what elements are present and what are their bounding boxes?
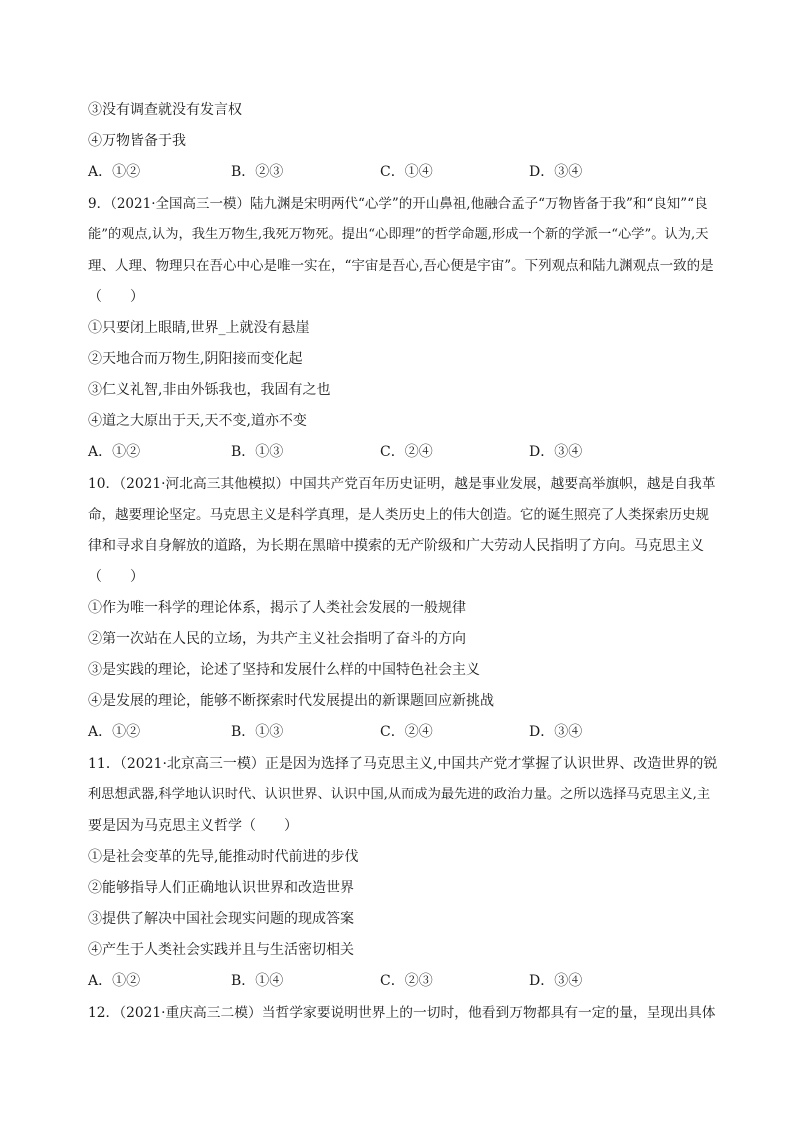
q10-option-d[interactable]: D．③④: [529, 724, 583, 740]
q9-item-4: ④道之大原出于天,天不变,道亦不变: [88, 413, 307, 429]
q10-option-c[interactable]: C．②④: [380, 724, 433, 740]
q10-item-4: ④是发展的理论，能够不断探索时代发展提出的新课题回应新挑战: [88, 693, 494, 709]
q10-stem-line-1: 10．（2021·河北高三其他模拟）中国共产党百年历史证明，越是事业发展，越要高举旗帜，越是自我革: [88, 476, 716, 492]
q9-item-1: ①只要闭上眼睛,世界_上就没有悬崖: [88, 320, 310, 336]
q9-option-c[interactable]: C．②④: [380, 444, 433, 460]
q8-item-4: ④万物皆备于我: [88, 133, 186, 149]
q12-stem-line-1: 12．（2021·重庆高三二模）当哲学家要说明世界上的一切时，他看到万物都具有一定的量，呈现出具体: [88, 1005, 716, 1021]
q11-option-a[interactable]: A．①②: [88, 973, 141, 989]
q9-item-2: ②天地合而万物生,阴阳接而变化起: [88, 351, 303, 367]
q8-option-b[interactable]: B．②③: [231, 164, 284, 180]
q8-option-d[interactable]: D．③④: [529, 164, 583, 180]
q9-option-b[interactable]: B．①③: [231, 444, 284, 460]
q10-answer-paren[interactable]: （ ）: [88, 569, 144, 585]
q11-option-b[interactable]: B．①④: [231, 973, 284, 989]
q9-stem-line-3: 理、人理、物理只在吾心中心是唯一实在，“宇宙是吾心,吾心便是宇宙”。下列观点和陆九渊观点一致的是: [88, 258, 714, 274]
q10-item-1: ①作为唯一科学的理论体系，揭示了人类社会发展的一般规律: [88, 600, 466, 616]
q10-option-a[interactable]: A．①②: [88, 724, 141, 740]
q8-option-a[interactable]: A．①②: [88, 164, 141, 180]
q8-option-c[interactable]: C．①④: [380, 164, 433, 180]
q11-item-2: ②能够指导人们正确地认识世界和改造世界: [88, 880, 354, 896]
q9-stem-line-1: 9．（2021·全国高三一模）陆九渊是宋明两代“心学”的开山鼻祖,他融合孟子“万物皆备于我”和“良知”“良: [88, 196, 708, 212]
q10-stem-line-2: 命，越要理论坚定。马克思主义是科学真理，是人类历史上的伟大创造。它的诞生照亮了人类探索历史规: [88, 507, 709, 523]
q11-stem-line-2: 利思想武器,科学地认识时代、认识世界、认识中国,从而成为最先进的政治力量。之所以选择马克思主义,主: [88, 787, 711, 802]
q11-stem-line-1: 11．（2021·北京高三一模）正是因为选择了马克思主义,中国共产党才掌握了认识世界、改造世界的锐: [88, 756, 718, 772]
q10-stem-line-3: 律和寻求自身解放的道路，为长期在黑暗中摸索的无产阶级和广大劳动人民指明了方向。马克思主义: [88, 538, 704, 554]
q11-item-3: ③提供了解决中国社会现实问题的现成答案: [88, 911, 354, 927]
q11-option-c[interactable]: C．②③: [380, 973, 433, 989]
q9-item-3: ③仁义礼智,非由外铄我也，我固有之也: [88, 382, 331, 398]
q11-item-4: ④产生于人类社会实践并且与生活密切相关: [88, 942, 354, 958]
q11-item-1: ①是社会变革的先导,能推动时代前进的步伐: [88, 849, 359, 865]
q9-options: [88, 442, 718, 462]
q10-item-3: ③是实践的理论，论述了坚持和发展什么样的中国特色社会主义: [88, 662, 480, 678]
q10-option-b[interactable]: B．①③: [231, 724, 284, 740]
q8-item-3: ③没有调查就没有发言权: [88, 102, 242, 118]
q9-option-a[interactable]: A．①②: [88, 444, 141, 460]
q8-options: [88, 162, 718, 182]
q9-option-d[interactable]: D．③④: [529, 444, 583, 460]
q11-stem-line-3[interactable]: 要是因为马克思主义哲学（ ）: [88, 818, 298, 834]
q11-option-d[interactable]: D．③④: [529, 973, 583, 989]
q9-answer-paren[interactable]: （ ）: [88, 289, 144, 305]
q9-stem-line-2: 能”的观点,认为，我生万物生,我死万物死。提出“心即理”的哲学命题,形成一个新的学派一“心学”。认为,天: [88, 227, 709, 242]
q10-item-2: ②第一次站在人民的立场，为共产主义社会指明了奋斗的方向: [88, 631, 466, 647]
q11-options: [88, 971, 718, 991]
q10-options: [88, 722, 718, 742]
